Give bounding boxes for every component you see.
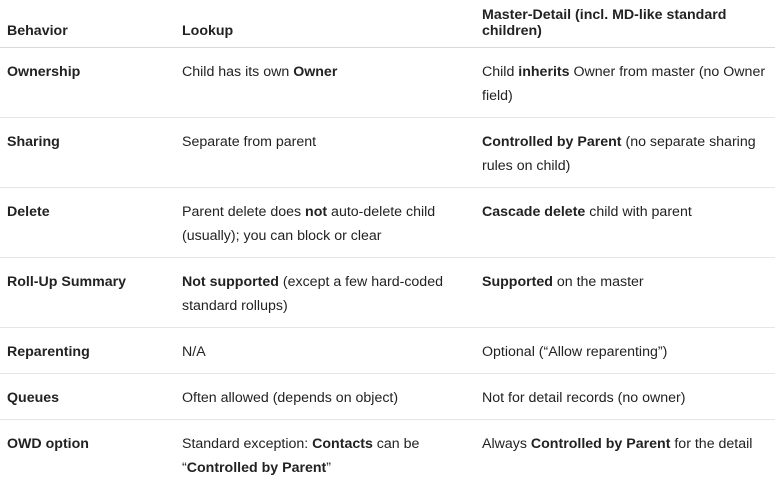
cell-text-segment: Supported [482,274,553,290]
cell-lookup [175,258,475,328]
cell-master-detail [475,420,775,489]
table-header [0,0,775,48]
cell-behavior: Queues [0,374,175,420]
cell-text-segment: not [305,204,327,220]
cell-text-segment: Contacts [312,436,373,452]
cell-text-segment: Not supported [182,274,279,290]
cell-lookup [175,374,475,420]
cell-text-segment: for the detail [670,436,752,452]
cell-behavior: Delete [0,188,175,258]
cell-behavior: Sharing [0,118,175,188]
cell-text-segment: auto-delete child (usually); you can block or clear [182,204,435,244]
cell-lookup [175,48,475,118]
cell-text-segment: Owner from master (no Owner field) [482,64,765,104]
cell-master-detail [475,258,775,328]
cell-lookup [175,188,475,258]
cell-behavior: Ownership [0,48,175,118]
table-row [0,328,775,374]
table-row [0,258,775,328]
cell-text-segment: Optional (“Allow reparenting”) [482,344,667,360]
header-row [0,0,775,48]
table-row [0,48,775,118]
cell-text-segment: child with parent [585,204,691,220]
cell-text-segment: Cascade delete [482,204,585,220]
cell-text-segment: Parent delete does [182,204,305,220]
cell-text-segment: can be “ [182,436,419,476]
cell-text-segment: Controlled by Parent [187,460,327,476]
cell-lookup [175,118,475,188]
cell-text-segment: Child [482,64,518,80]
cell-lookup [175,328,475,374]
cell-text-segment: Owner [293,64,337,80]
cell-behavior: Roll-Up Summary [0,258,175,328]
cell-master-detail [475,48,775,118]
cell-lookup [175,420,475,489]
cell-text-segment: on the master [553,274,644,290]
cell-text-segment: Always [482,436,531,452]
cell-master-detail [475,374,775,420]
cell-text-segment: N/A [182,344,206,360]
cell-behavior: OWD option [0,420,175,489]
cell-text-segment: Standard exception: [182,436,312,452]
cell-master-detail [475,188,775,258]
header-lookup: Lookup [175,0,475,48]
table-row [0,420,775,489]
cell-text-segment: Controlled by Parent [531,436,671,452]
cell-text-segment: Child has its own [182,64,293,80]
cell-text-segment: inherits [518,64,569,80]
cell-behavior: Reparenting [0,328,175,374]
cell-text-segment: (no separate sharing rules on child) [482,134,756,174]
cell-text-segment: Controlled by Parent [482,134,622,150]
table-row [0,188,775,258]
header-behavior: Behavior [0,0,175,48]
cell-text-segment: ” [326,460,331,476]
table-row [0,118,775,188]
header-master-detail: Master-Detail (incl. MD-like standard children) [475,0,775,48]
table-row [0,374,775,420]
cell-master-detail [475,328,775,374]
cell-text-segment: Separate from parent [182,134,316,150]
cell-text-segment: Not for detail records (no owner) [482,390,685,406]
cell-text-segment: (except a few hard-coded standard rollups) [182,274,443,314]
cell-text-segment: Often allowed (depends on object) [182,390,398,406]
table-body [0,48,775,489]
cell-master-detail [475,118,775,188]
